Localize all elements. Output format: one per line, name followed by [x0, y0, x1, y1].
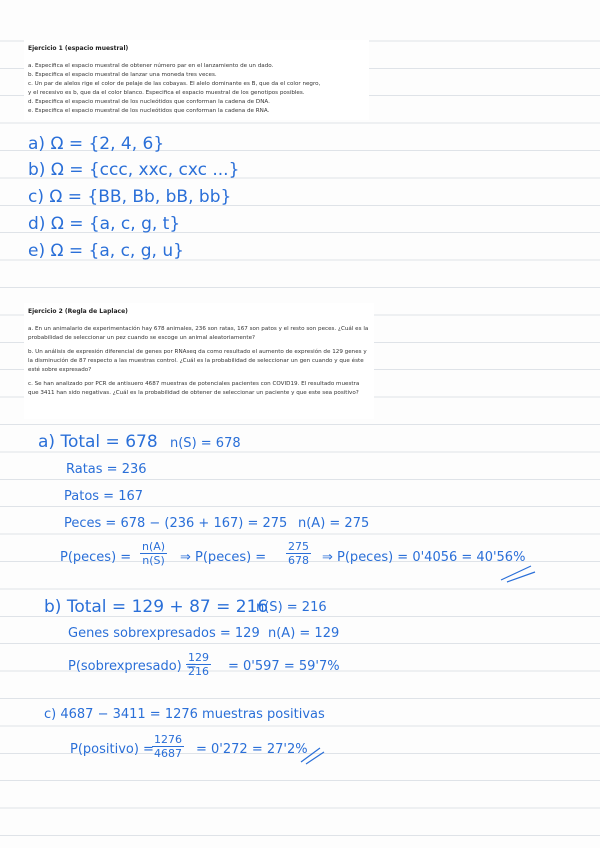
exercise-2-para-b: b. Un análisis de expresión diferencial de genes por RNAseq da como resultado el aumento de expresión de 129 genes y la disminución de 87 respecto a las muestras control. ¿Cuál es la probabilidad de seleccionar un gen cuando y que éste esté sobre expresado?: [28, 349, 367, 373]
answer-2c-fraction: [152, 733, 184, 760]
answer-1a: a) Ω = {2, 4, 6}: [28, 134, 165, 154]
answer-2b-genes: Genes sobrexpresados = 129: [68, 626, 260, 641]
exercise-2-statement: [24, 303, 374, 419]
double-underline-mark: [497, 562, 537, 584]
answer-2a-peces: Peces = 678 − (236 + 167) = 275: [64, 516, 288, 531]
answer-1b: b) Ω = {ccc, xxc, cxc ...}: [28, 160, 240, 180]
answer-2a-na: n(A) = 275: [298, 516, 370, 531]
answer-2c-result: = 0'272 = 27'2%: [196, 742, 308, 757]
fraction-2-numerator: 275: [288, 540, 309, 553]
answer-2b-result: = 0'597 = 59'7%: [228, 659, 340, 674]
answer-2a-ns: n(S) = 678: [170, 436, 241, 451]
answer-1e: e) Ω = {a, c, g, u}: [28, 241, 184, 261]
exercise-1-statement: [24, 40, 369, 120]
exercise-2-title: Ejercicio 2 (Regla de Laplace): [28, 308, 128, 315]
answer-2a-result: ⇒ P(peces) = 0'4056 = 40'56%: [322, 550, 526, 565]
exercise-1-line-b: b. Especifica el espacio muestral de lanzar una moneda tres veces.: [28, 72, 217, 78]
fraction-1-numerator: n(A): [142, 540, 166, 553]
answer-2a-p-lhs: P(peces) =: [60, 550, 132, 565]
answer-2b-p-lhs: P(sobrexpresado) =: [68, 659, 197, 674]
exercise-1-title: Ejercicio 1 (espacio muestral): [28, 45, 129, 52]
fraction-4-denominator: 4687: [154, 747, 182, 760]
answer-1d: d) Ω = {a, c, g, t}: [28, 214, 181, 234]
answer-2b-total: b) Total = 129 + 87 = 216: [44, 597, 269, 617]
fraction-3-numerator: 129: [188, 651, 209, 664]
answer-2a-total: a) Total = 678: [38, 432, 158, 452]
exercise-2-para-a: a. En un animalario de experimentación hay 678 animales, 236 son ratas, 167 son patos y el resto son peces. ¿Cuál es la probabilidad de seleccionar un pez cuando se escoge un animal aleatoriamente?: [28, 326, 369, 341]
exercise-1-line-e: e. Especifica el espacio muestral de los nucleótidos que conforman la cadena de RNA.: [28, 108, 270, 114]
answer-2c-p-lhs: P(positivo) =: [70, 742, 154, 757]
answer-2a-patos: Patos = 167: [64, 489, 144, 504]
fraction-3-denominator: 216: [188, 665, 209, 678]
exercise-1-line-c1: c. Un par de alelos rige el color de pelaje de las cobayas. El alelo dominante es B, que da el color negro,: [28, 81, 321, 87]
answer-2b-fraction: [186, 651, 211, 678]
answer-2a-ratas: Ratas = 236: [66, 462, 147, 477]
exercise-2-para-c: c. Se han analizado por PCR de antisuero 4687 muestras de potenciales pacientes con COVID19. El resultado muestra que 3411 han sido negativas. ¿Cuál es la probabilidad de obtener de seleccionar un paciente y que este sea positivo?: [28, 381, 360, 396]
exercise-1-line-c2: y el recesivo es b, que da el color blanco. Especifica el espacio muestral de los genotipos posibles.: [28, 90, 305, 96]
answer-2c-line: c) 4687 − 3411 = 1276 muestras positivas: [44, 707, 325, 722]
double-underline-mark-2: [298, 744, 326, 766]
answer-1c: c) Ω = {BB, Bb, bB, bb}: [28, 187, 232, 207]
answer-2a-arrow-1: ⇒ P(peces) =: [180, 550, 267, 565]
fraction-4-numerator: 1276: [154, 733, 182, 746]
exercise-1-line-a: a. Especifica el espacio muestral de obtener número par en el lanzamiento de un dado.: [28, 63, 274, 69]
fraction-1-denominator: n(S): [142, 554, 165, 567]
answer-2b-ns: n(S) = 216: [256, 600, 327, 615]
answer-2b-na: n(A) = 129: [268, 626, 340, 641]
answer-2a-fraction-2: [286, 540, 311, 567]
exercise-1-line-d: d. Especifica el espacio muestral de los nucleótidos que conforman la cadena de DNA.: [28, 99, 270, 105]
answer-2a-fraction-1: [140, 540, 167, 567]
fraction-2-denominator: 678: [288, 554, 309, 567]
